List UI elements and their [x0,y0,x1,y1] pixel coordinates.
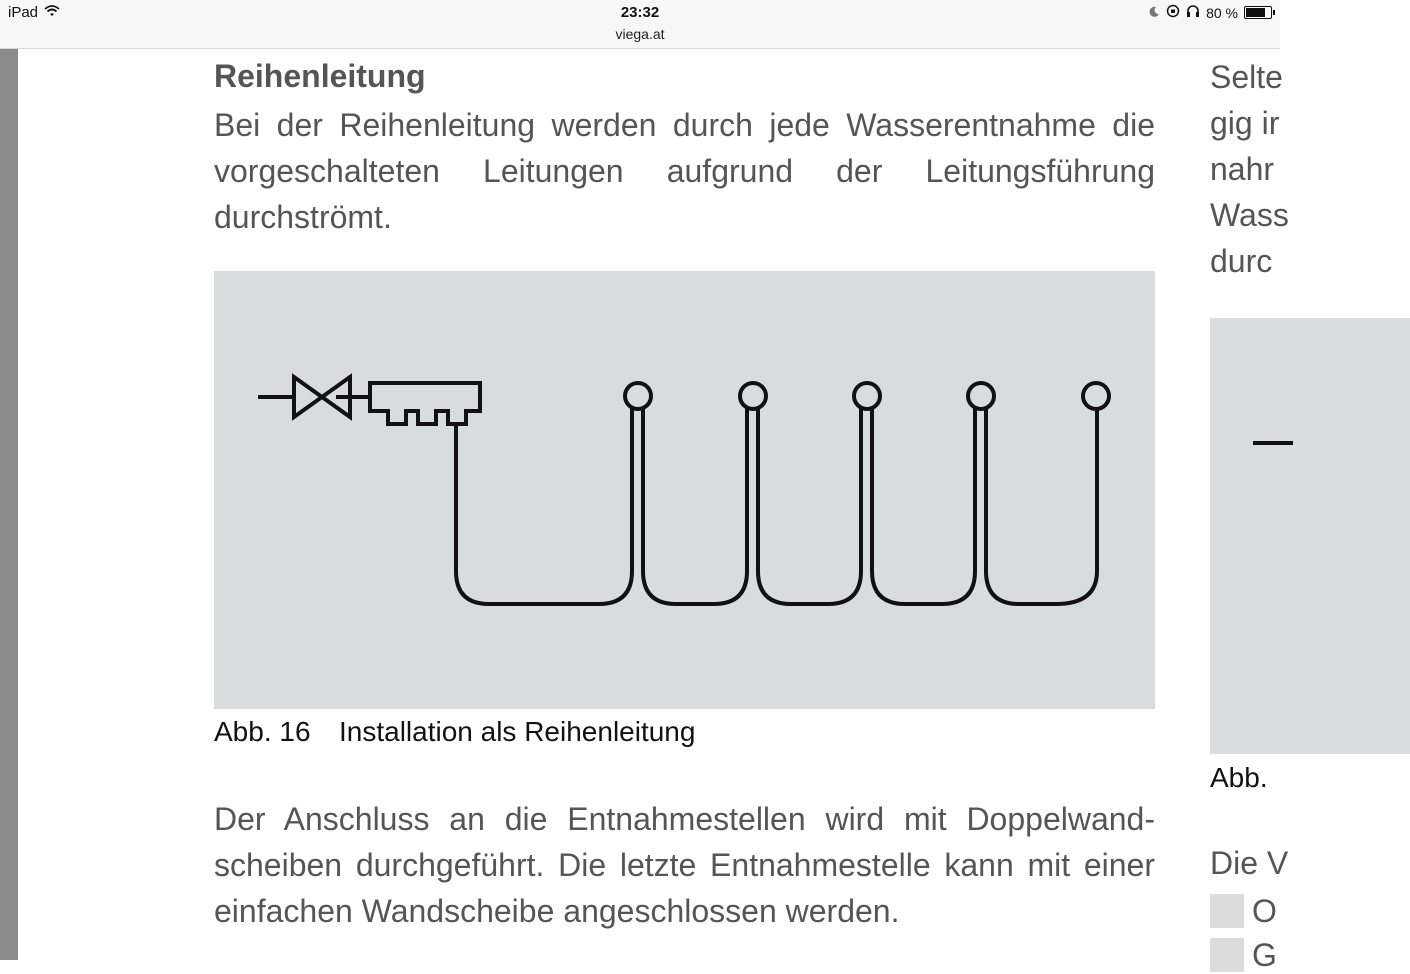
left-edge-bar [0,49,18,960]
status-bar [0,0,1280,49]
device-name: iPad [8,4,39,21]
right-figure [1210,318,1410,754]
figure-caption-text: Installation als Reihenleitung [339,716,696,747]
right-column [1210,0,1289,973]
outlet-2-icon [740,383,766,409]
clock: 23:32 [620,4,660,21]
outlet-1-icon [625,383,651,409]
battery-percent: 80 % [1206,4,1238,21]
paragraph-connection: Der Anschluss an die Entnahmestellen wird mit Doppelwandscheiben durchgeführt. Die letzte Entnahmestelle kann mit einer einfachen Wandscheibe angeschlossen werden. [214,801,1155,929]
outlet-4-icon [968,383,994,409]
right-figure-caption: Abb. [1210,762,1268,793]
outlet-5-icon [1083,383,1109,409]
right-list-item [1210,938,1277,972]
right-figure-line [1253,441,1293,445]
outlet-3-icon [854,383,880,409]
figure-number: Abb. 16 [214,716,311,747]
headphones-icon [1186,4,1200,21]
right-list-item [1210,894,1277,928]
right-text-line: Wass [1210,197,1289,233]
list-item-label: G [1252,936,1277,973]
list-checkbox [1210,938,1244,972]
paragraph-intro: Bei der Reihenleitung werden durch jede Wasserentnahme die vorgeschalteten Leitungen aufgrund der Leitungsführung durchströmt. [214,107,1155,235]
figure-diagram [214,271,1155,709]
section-heading: Reihenleitung [214,58,426,94]
list-checkbox [1210,894,1244,928]
right-text-line: nahr [1210,151,1275,187]
figure-caption [214,716,695,748]
right-text-line: gig ir [1210,105,1280,141]
manifold-icon [370,383,480,424]
pipe-diagram [214,271,1155,709]
right-text-line: durc [1210,243,1273,279]
rotation-lock-icon [1166,4,1180,21]
moon-icon [1148,5,1160,21]
url-label[interactable]: viega.at [615,26,665,42]
right-text-line: Selte [1210,59,1283,95]
list-item-label: O [1252,892,1277,929]
series-pipe [456,406,1097,604]
right-list-intro: Die V [1210,845,1289,881]
